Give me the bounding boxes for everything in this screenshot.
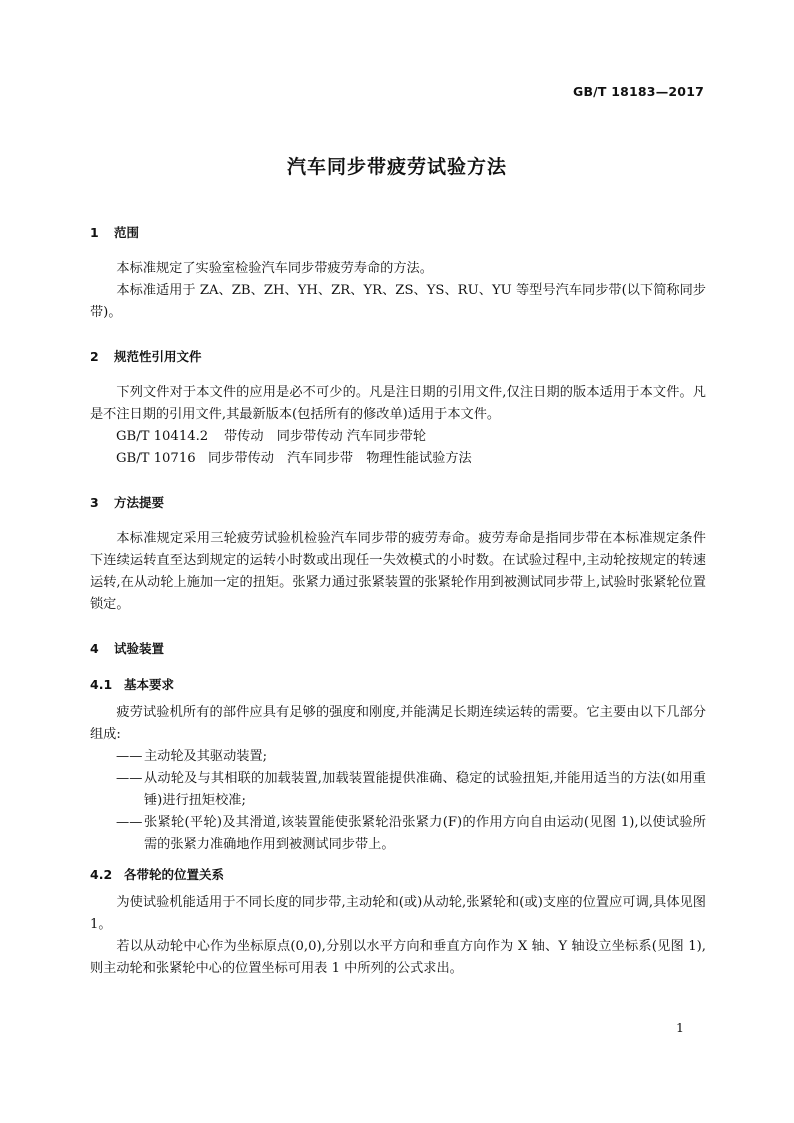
section-4-heading	[90, 638, 706, 660]
subsection-number: 4.1	[90, 677, 113, 692]
section-2-heading	[90, 346, 706, 368]
section-3-heading	[90, 492, 706, 514]
reference-code: GB/T 10716	[116, 451, 196, 466]
list-item-text: 主动轮及其驱动装置;	[144, 749, 268, 764]
paragraph: 本标准适用于 ZA、ZB、ZH、YH、ZR、YR、ZS、YS、RU、YU 等型号汽车同步带(以下简称同步带)。	[90, 283, 706, 320]
section-number: 3	[90, 495, 99, 510]
section-title: 规范性引用文件	[114, 349, 202, 364]
section-number: 1	[90, 225, 99, 240]
subsection-4-1-heading	[90, 674, 706, 696]
list-item	[90, 812, 706, 856]
reference-item	[90, 426, 706, 448]
paragraph: 为使试验机能适用于不同长度的同步带,主动轮和(或)从动轮,张紧轮和(或)支座的位置应可调,具体见图 1。	[90, 895, 706, 932]
section-number: 4	[90, 641, 99, 656]
section-title: 方法提要	[114, 495, 165, 510]
list-item	[90, 746, 706, 768]
subsection-title: 基本要求	[124, 677, 175, 692]
section-title: 试验装置	[114, 641, 165, 656]
dash-marker: ——	[116, 815, 143, 830]
standard-code: GB/T 18183—2017	[572, 84, 704, 99]
section-title: 范围	[114, 225, 140, 240]
section-number: 2	[90, 349, 99, 364]
paragraph: 若以从动轮中心作为坐标原点(0,0),分别以水平方向和垂直方向作为 X 轴、Y 轴设立坐标系(见图 1),则主动轮和张紧轮中心的位置坐标可用表 1 中所列的公式求出。	[90, 939, 706, 976]
section-1-heading	[90, 222, 706, 244]
paragraph: 本标准规定采用三轮疲劳试验机检验汽车同步带的疲劳寿命。疲劳寿命是指同步带在本标准规定条件下连续运转直至达到规定的运转小时数或出现任一失效模式的小时数。在试验过程中,主动轮按规定的转速运转,在从动轮上施加一定的扭矩。张紧力通过张紧装置的张紧轮作用到被测试同步带上,试验时张紧轮位置锁定。	[90, 531, 706, 612]
dash-marker: ——	[116, 771, 143, 786]
document-body	[90, 222, 706, 980]
subsection-4-2-heading	[90, 864, 706, 886]
paragraph: 下列文件对于本文件的应用是必不可少的。凡是注日期的引用文件,仅注日期的版本适用于本文件。凡是不注日期的引用文件,其最新版本(包括所有的修改单)适用于本文件。	[90, 385, 706, 422]
reference-item	[90, 448, 706, 470]
reference-title: 带传动 同步带传动 汽车同步带轮	[224, 429, 427, 444]
reference-code: GB/T 10414.2	[116, 429, 209, 444]
list-item-text: 从动轮及与其相联的加载装置,加载装置能提供准确、稳定的试验扭矩,并能用适当的方法(如用重锤)进行扭矩校准;	[144, 771, 706, 808]
subsection-number: 4.2	[90, 867, 113, 882]
page-title: 汽车同步带疲劳试验方法	[286, 156, 507, 178]
subsection-title: 各带轮的位置关系	[124, 867, 225, 882]
list-item-text: 张紧轮(平轮)及其滑道,该装置能使张紧轮沿张紧力(F)的作用方向自由运动(见图 1),以使试验所需的张紧力准确地作用到被测试同步带上。	[144, 815, 706, 852]
reference-title: 同步带传动 汽车同步带 物理性能试验方法	[208, 451, 472, 466]
paragraph: 疲劳试验机所有的部件应具有足够的强度和刚度,并能满足长期连续运转的需要。它主要由以下几部分组成:	[90, 705, 706, 742]
dash-marker: ——	[116, 749, 143, 764]
list-item	[90, 768, 706, 812]
paragraph: 本标准规定了实验室检验汽车同步带疲劳寿命的方法。	[116, 261, 433, 276]
page-number: 1	[676, 1020, 684, 1035]
